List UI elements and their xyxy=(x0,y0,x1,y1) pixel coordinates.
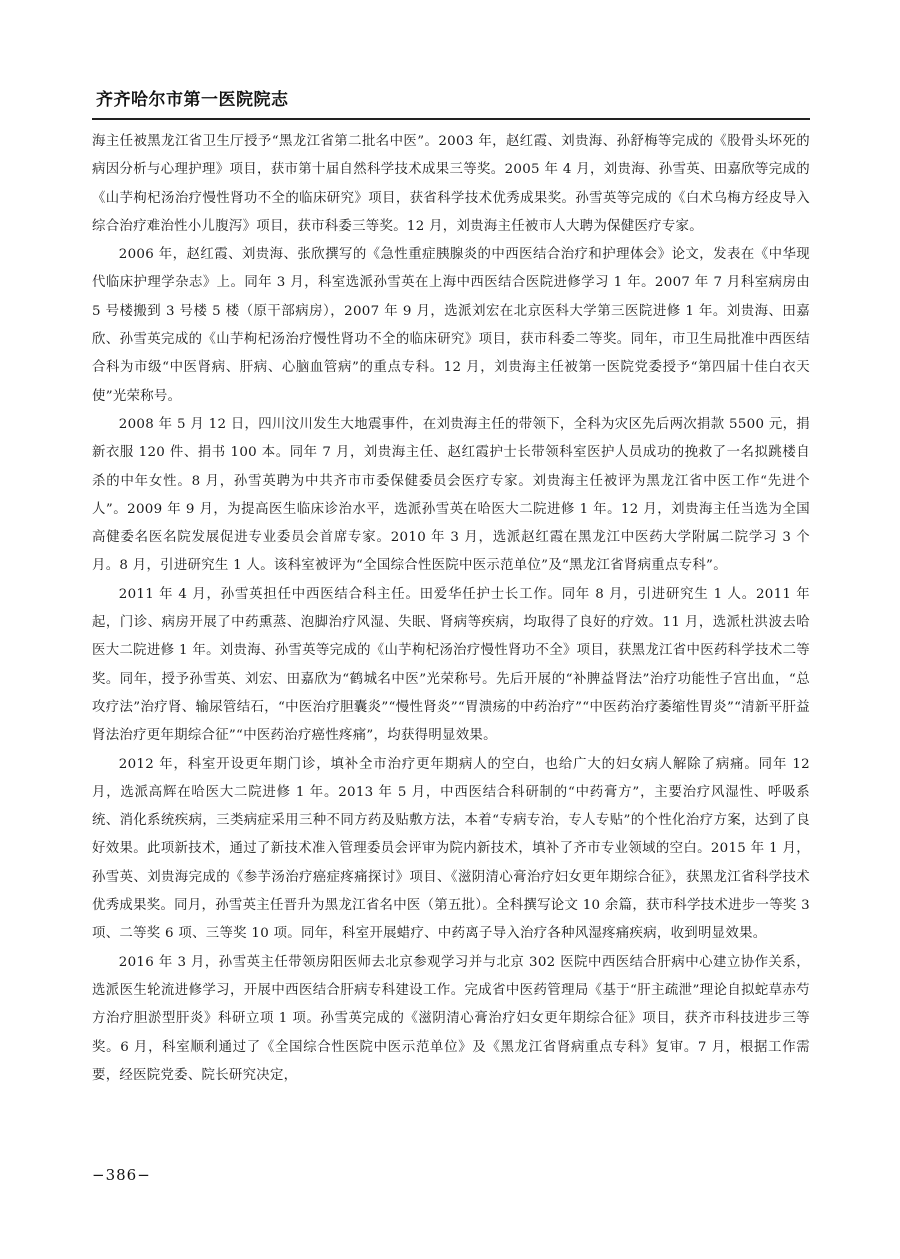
book-title: 齐齐哈尔市第一医院院志 xyxy=(96,90,289,110)
page-number: −386− xyxy=(92,1166,151,1184)
paragraph-2011: 2011 年 4 月，孙雪英担任中西医结合科主任。田爱华任护士长工作。同年 8 月，引进研究生 1 人。2011 年起，门诊、病房开展了中药熏蒸、泡脚治疗风湿、失眠、肾病等疾病，均取得了良好的疗效。11 月，选派杜洪波去哈医大二院进修 1 年。刘贵海、孙雪英等完成的《山芋枸杞汤治疗慢性肾功不全》项目，获黑龙江省中医药科学技术二等奖。同年，授予孙雪英、刘宏、田嘉欣为“鹤城名中医”光荣称号。先后开展的“补脾益肾法”治疗功能性子宫出血，“总攻疗法”治疗肾、输尿管结石，“中医治疗胆囊炎”“慢性肾炎”“胃溃疡的中药治疗”“中医药治疗萎缩性胃炎”“清新平肝益肾法治疗更年期综合征”“中医药治疗癌性疼痛”，均获得明显效果。 xyxy=(92,586,810,744)
paragraph-continued: 海主任被黑龙江省卫生厅授予“黑龙江省第二批名中医”。2003 年，赵红霞、刘贵海、孙舒梅等完成的《股骨头坏死的病因分析与心理护理》项目，获市第十届自然科学技术成果三等奖。2005 年 4 月，刘贵海、孙雪英、田嘉欣等完成的《山芋枸杞汤治疗慢性肾功不全的临床研究》项目，获省科学技术优秀成果奖。孙雪英等完成的《白术乌梅方经皮导入综合治疗难治性小儿腹泻》项目，获市科委三等奖。12 月，刘贵海主任被市人大聘为保健医疗专家。 xyxy=(92,134,810,234)
page-header xyxy=(92,88,810,120)
paragraph-2016: 2016 年 3 月，孙雪英主任带领房阳医师去北京参观学习并与北京 302 医院中西医结合肝病中心建立协作关系，选派医生轮流进修学习，开展中西医结合肝病专科建设工作。完成省中医药管理局《基于“肝主疏泄”理论自拟蛇草赤芍方治疗胆淤型肝炎》科研立项 1 项。孙雪英完成的《滋阴清心膏治疗妇女更年期综合征》项目，获齐市科技进步三等奖。6 月，科室顺利通过了《全国综合性医院中医示范单位》及《黑龙江省肾病重点专科》复审。7 月，根据工作需要，经医院党委、院长研究决定， xyxy=(92,954,810,1083)
header-divider xyxy=(92,118,810,120)
paragraph-2008: 2008 年 5 月 12 日，四川汶川发生大地震事件，在刘贵海主任的带领下，全科为灾区先后两次捐款 5500 元，捐新衣服 120 件、捐书 100 本。同年 7 月，刘贵海主任、赵红霞护士长带领科室医护人员成功的挽救了一名拟跳楼自杀的中年女性。8 月，孙雪英聘为中共齐市市委保健委员会医疗专家。刘贵海主任被评为黑龙江省中医工作“先进个人”。2009 年 9 月，为提高医生临床诊治水平，选派孙雪英在哈医大二院进修 1 年。12 月，刘贵海主任当选为全国高健委名医名院发展促进专业委员会首席专家。2010 年 3 月，选派赵红霞在黑龙江中医药大学附属二院学习 3 个月。8 月，引进研究生 1 人。该科室被评为“全国综合性医院中医示范单位”及“黑龙江省肾病重点专科”。 xyxy=(92,416,810,574)
body-text xyxy=(92,128,810,1090)
paragraph-2012: 2012 年，科室开设更年期门诊，填补全市治疗更年期病人的空白，也给广大的妇女病人解除了病痛。同年 12 月，选派高辉在哈医大二院进修 1 年。2013 年 5 月，中西医结合科研制的“中药膏方”，主要治疗风湿性、呼吸系统、消化系统疾病，三类病症采用三种不同方药及贴敷方法，本着“专病专治，专人专贴”的个性化治疗方案，达到了良好效果。此项新技术，通过了新技术准入管理委员会评审为院内新技术，填补了齐市专业领域的空白。2015 年 1 月，孙雪英、刘贵海完成的《参芋汤治疗癌症疼痛探讨》项目、《滋阴清心膏治疗妇女更年期综合征》，获黑龙江省科学技术优秀成果奖。同月，孙雪英主任晋升为黑龙江省名中医（第五批）。全科撰写论文 10 余篇，获市科学技术进步一等奖 3 项、二等奖 6 项、三等奖 10 项。同年，科室开展蜡疗、中药离子导入治疗各种风湿疼痛疾病，收到明显效果。 xyxy=(92,756,810,942)
paragraph-2006: 2006 年，赵红霞、刘贵海、张欣撰写的《急性重症胰腺炎的中西医结合治疗和护理体会》论文，发表在《中华现代临床护理学杂志》上。同年 3 月，科室选派孙雪英在上海中西医结合医院进修学习 1 年。2007 年 7 月科室病房由 5 号楼搬到 3 号楼 5 楼（原干部病房），2007 年 9 月，选派刘宏在北京医科大学第三医院进修 1 年。刘贵海、田嘉欣、孙雪英完成的《山芋枸杞汤治疗慢性肾功不全的临床研究》项目，获市科委二等奖。同年，市卫生局批准中西医结合科为市级“中医肾病、肝病、心脑血管病”的重点专科。12 月，刘贵海主任被第一医院党委授予“第四届十佳白衣天使”光荣称号。 xyxy=(92,247,810,404)
